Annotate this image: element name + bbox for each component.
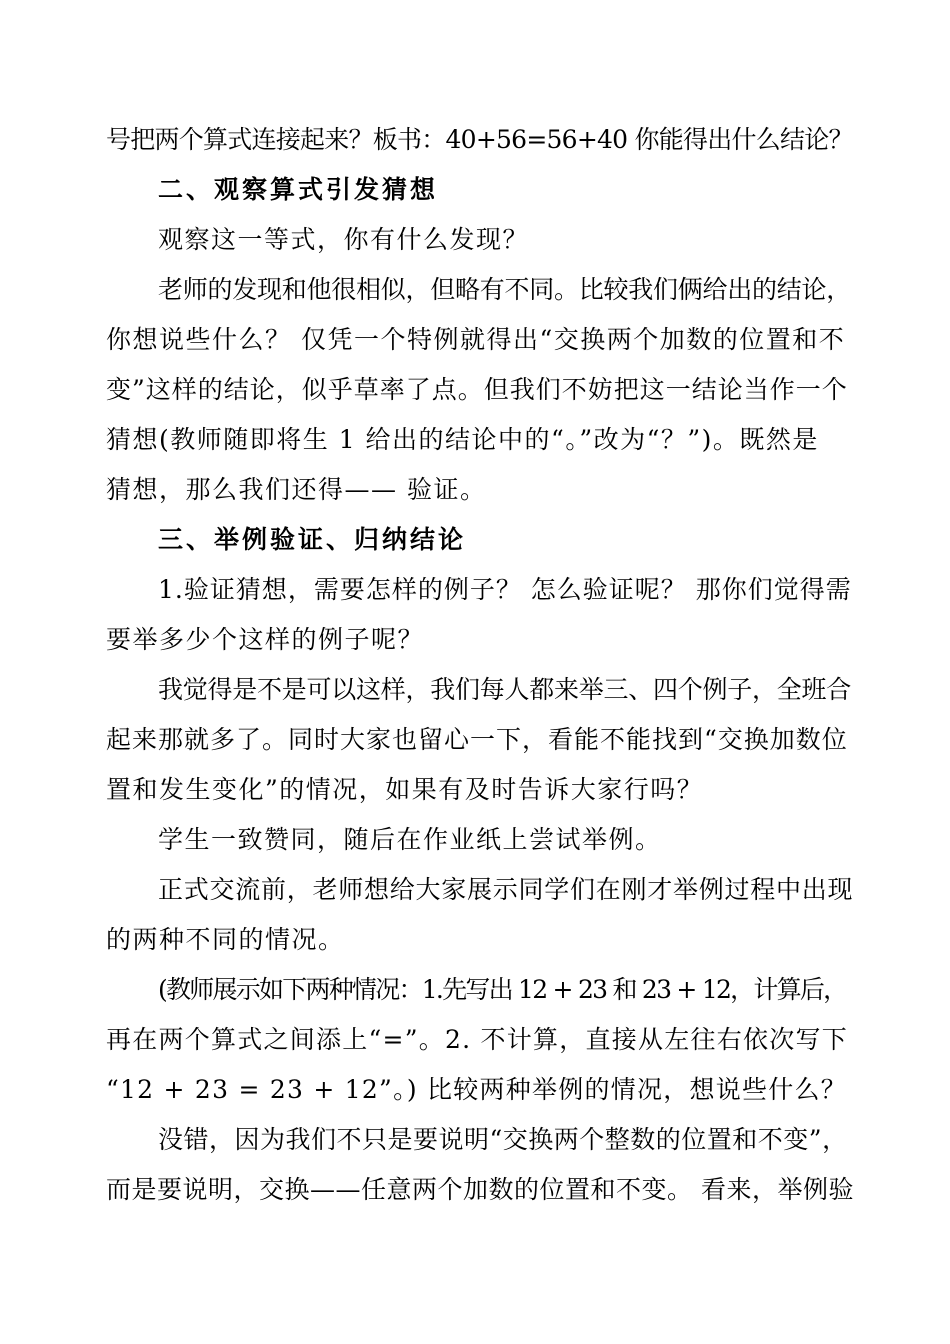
paragraph-line: 而是要说明，交换——任意两个加数的位置和不变。 看来，举例验	[106, 1175, 854, 1204]
paragraph-line: “12 + 23 = 23 + 12”。) 比较两种举例的情况，想说些什么？	[106, 1075, 848, 1104]
paragraph-line: 起来那就多了。同时大家也留心一下，看能不能找到“交换加数位	[106, 725, 848, 754]
paragraph-line: (教师展示如下两种情况：1.先写出 12 + 23 和 23 + 12，计算后，	[158, 975, 847, 1004]
paragraph-line: 1.验证猜想，需要怎样的例子？ 怎么验证呢？ 那你们觉得需	[158, 575, 852, 604]
paragraph-line: 要举多少个这样的例子呢？	[106, 625, 425, 654]
section-heading-observe: 二、观察算式引发猜想	[158, 175, 439, 204]
paragraph-line: 正式交流前，老师想给大家展示同学们在刚才举例过程中出现	[158, 875, 854, 904]
paragraph-line: 你想说些什么？ 仅凭一个特例就得出“交换两个加数的位置和不	[106, 325, 846, 354]
paragraph-line: 置和发生变化”的情况，如果有及时告诉大家行吗？	[106, 775, 704, 804]
paragraph-line: 学生一致赞同，随后在作业纸上尝试举例。	[158, 825, 662, 854]
section-heading-verify: 三、举例验证、归纳结论	[158, 525, 467, 554]
paragraph-line: 我觉得是不是可以这样，我们每人都来举三、四个例子，全班合	[158, 675, 852, 704]
paragraph-line: 号把两个算式连接起来？板书：40+56=56+40 你能得出什么结论？	[106, 125, 853, 154]
paragraph-line: 猜想(教师随即将生 1 给出的结论中的“。”改为“？”)。既然是	[106, 425, 819, 454]
paragraph-line: 再在两个算式之间添上“=”。2. 不计算，直接从左往右依次写下	[106, 1025, 849, 1054]
paragraph-line: 变”这样的结论，似乎草率了点。但我们不妨把这一结论当作一个	[106, 375, 848, 404]
paragraph-line: 猜想，那么我们还得—— 验证。	[106, 475, 487, 504]
paragraph-line: 没错，因为我们不只是要说明“交换两个整数的位置和不变”，	[158, 1125, 848, 1154]
paragraph-line: 老师的发现和他很相似，但略有不同。比较我们俩给出的结论，	[158, 275, 852, 304]
paragraph-line: 观察这一等式，你有什么发现？	[158, 225, 530, 254]
paragraph-line: 的两种不同的情况。	[106, 925, 345, 954]
